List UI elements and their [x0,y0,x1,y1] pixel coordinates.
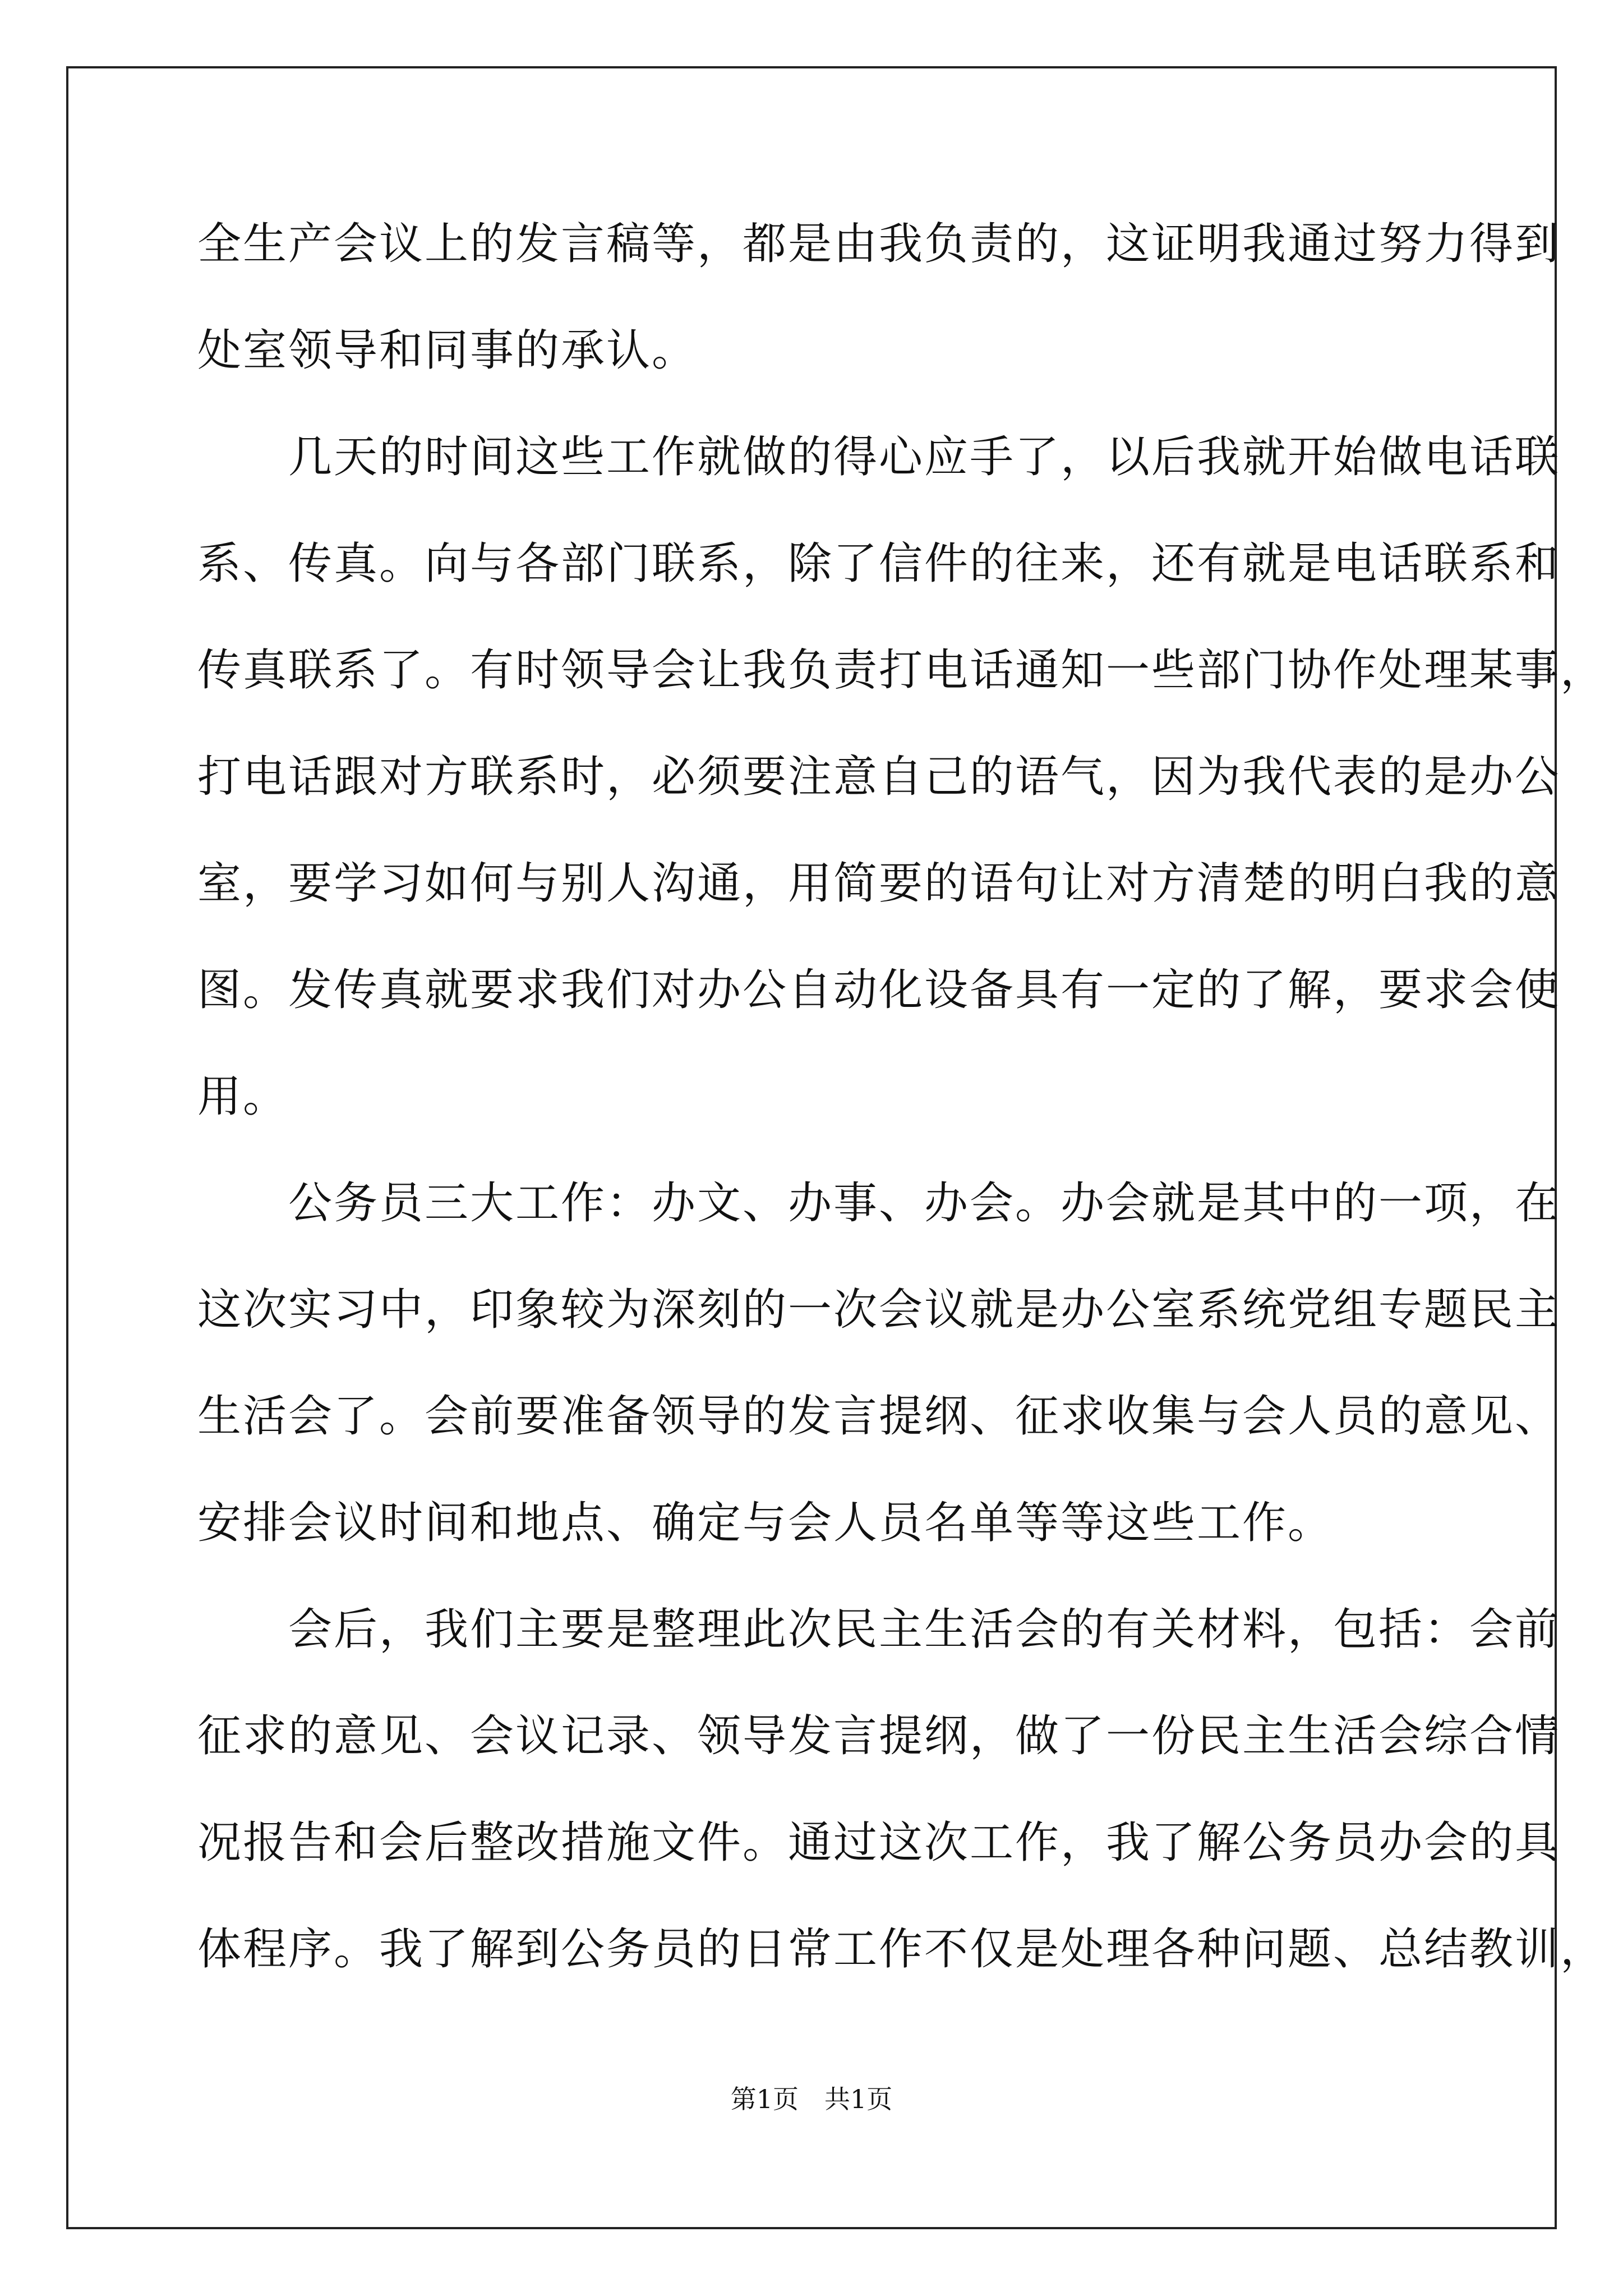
page-number: 第1页 共1页 [730,2084,893,2114]
text-line: 系、传真。向与各部门联系，除了信件的往来，还有就是电话联系和 [197,539,1561,589]
text-line: 征求的意见、会议记录、领导发言提纲，做了一份民主生活会综合情 [197,1711,1561,1761]
text-line: 图。发传真就要求我们对办公自动化设备具有一定的了解，要求会使 [197,965,1561,1015]
text-line: 况报告和会后整改措施文件。通过这次工作，我了解公务员办会的具 [197,1818,1561,1868]
text-line: 室，要学习如何与别人沟通，用简要的语句让对方清楚的明白我的意 [197,858,1561,909]
text-line: 几天的时间这些工作就做的得心应手了，以后我就开始做电话联 [197,432,1561,482]
text-line: 传真联系了。有时领导会让我负责打电话通知一些部门协作处理某事， [197,645,1606,696]
text-line: 生活会了。会前要准备领导的发言提纲、征求收集与会人员的意见、 [197,1391,1561,1442]
text-line: 全生产会议上的发言稿等，都是由我负责的，这证明我通过努力得到 [197,219,1561,269]
text-line: 公务员三大工作：办文、办事、办会。办会就是其中的一项，在 [197,1178,1561,1228]
text-line: 会后，我们主要是整理此次民主生活会的有关材料，包括：会前 [197,1604,1561,1655]
text-line: 打电话跟对方联系时，必须要注意自己的语气，因为我代表的是办公 [197,752,1561,802]
page-border [66,66,1557,2229]
text-line: 用。 [197,1071,289,1122]
text-line: 处室领导和同事的承认。 [197,325,698,376]
text-line: 体程序。我了解到公务员的日常工作不仅是处理各种问题、总结教训， [197,1924,1606,1975]
text-line: 这次实习中，印象较为深刻的一次会议就是办公室系统党组专题民主 [197,1285,1561,1335]
text-line: 安排会议时间和地点、确定与会人员名单等等这些工作。 [197,1498,1334,1548]
